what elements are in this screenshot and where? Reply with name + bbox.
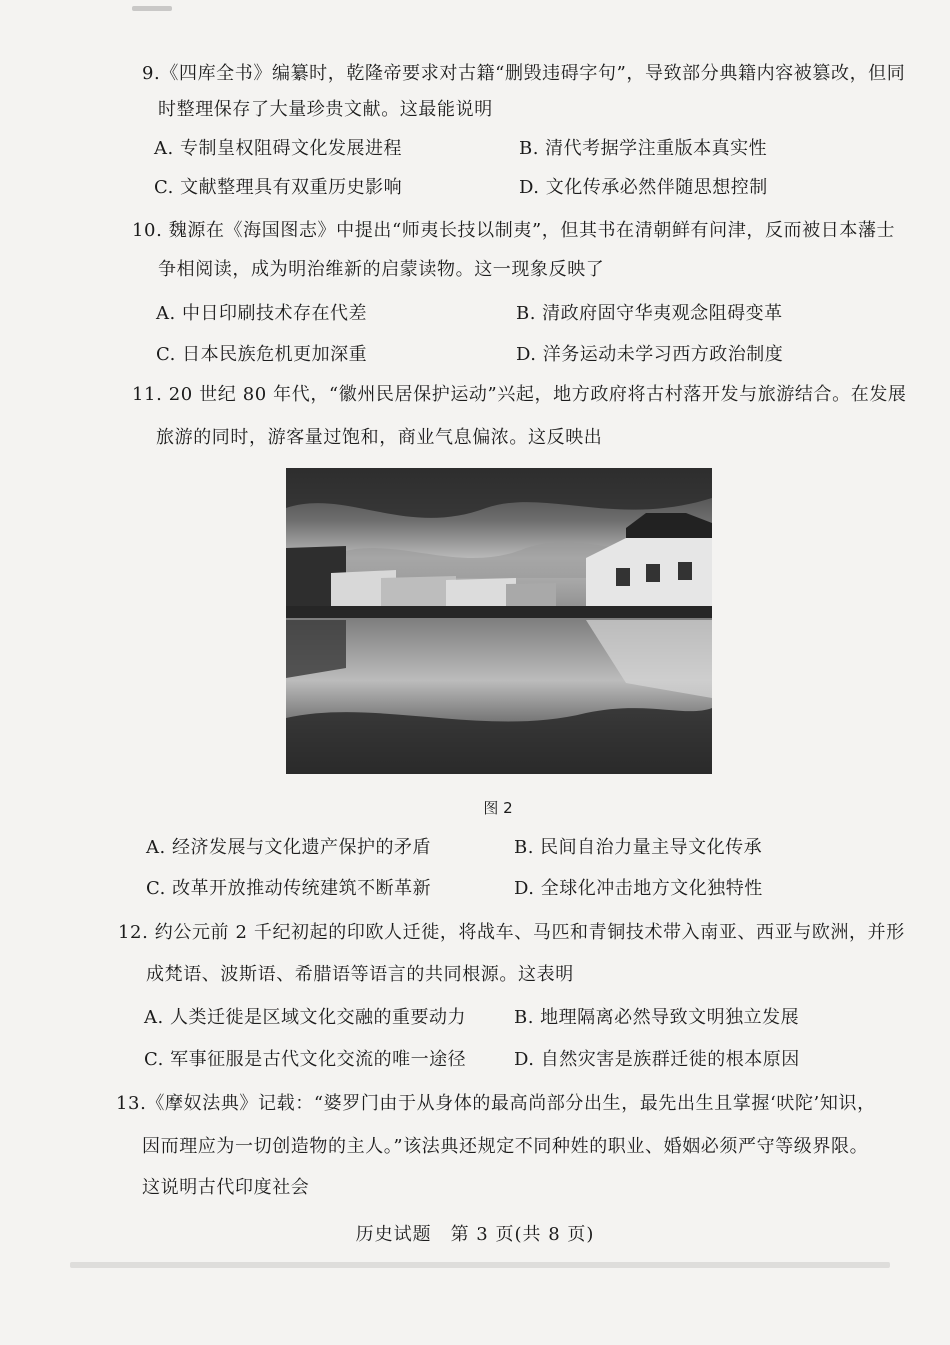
q10-option-d: D. 洋务运动未学习西方政治制度 [516, 344, 784, 365]
q11-stem-line2: 旅游的同时，游客量过饱和，商业气息偏浓。这反映出 [156, 427, 603, 448]
q10-option-b: B. 清政府固守华夷观念阻碍变革 [516, 303, 783, 324]
q12-stem-line1: 12. 约公元前 2 千纪初起的印欧人迁徙，将战车、马匹和青铜技术带入南亚、西亚与欧洲，并形 [118, 922, 905, 943]
q13-stem-line1: 13.《摩奴法典》记载：“婆罗门由于从身体的最高尚部分出生，最先出生且掌握‘吠陀’知识， [116, 1093, 876, 1114]
q11-option-d: D. 全球化冲击地方文化独特性 [514, 878, 763, 899]
q10-option-a: A. 中日印刷技术存在代差 [156, 303, 367, 324]
scan-artifact [132, 6, 172, 11]
q12-option-c: C. 军事征服是古代文化交流的唯一途径 [144, 1049, 467, 1070]
scan-edge-shadow [70, 1262, 890, 1268]
q10-stem-line1: 10. 魏源在《海国图志》中提出“师夷长技以制夷”，但其书在清朝鲜有问津，反而被日本藩士 [132, 220, 896, 241]
q10-stem-line2: 争相阅读，成为明治维新的启蒙读物。这一现象反映了 [158, 259, 605, 280]
q9-option-c: C. 文献整理具有双重历史影响 [154, 177, 403, 198]
q9-option-b: B. 清代考据学注重版本真实性 [519, 138, 768, 159]
q11-stem-line1: 11. 20 世纪 80 年代，“徽州民居保护运动”兴起，地方政府将古村落开发与旅游结合。在发展 [132, 384, 907, 405]
q13-stem-line2: 因而理应为一切创造物的主人。”该法典还规定不同种姓的职业、婚姻必须严守等级界限。 [142, 1136, 869, 1157]
q13-stem-line3: 这说明古代印度社会 [142, 1177, 310, 1198]
photo-drawing [286, 468, 712, 774]
page-footer: 历史试题 第 3 页(共 8 页) [355, 1224, 595, 1245]
q11-option-b: B. 民间自治力量主导文化传承 [514, 837, 763, 858]
q10-option-c: C. 日本民族危机更加深重 [156, 344, 368, 365]
q9-stem-line2: 时整理保存了大量珍贵文献。这最能说明 [158, 99, 493, 120]
q12-option-a: A. 人类迁徙是区域文化交融的重要动力 [144, 1007, 466, 1028]
q12-stem-line2: 成梵语、波斯语、希腊语等语言的共同根源。这表明 [146, 964, 574, 985]
q11-option-a: A. 经济发展与文化遗产保护的矛盾 [146, 837, 431, 858]
q9-option-a: A. 专制皇权阻碍文化发展进程 [154, 138, 402, 159]
q11-option-c: C. 改革开放推动传统建筑不断革新 [146, 878, 432, 899]
q12-option-b: B. 地理隔离必然导致文明独立发展 [514, 1007, 800, 1028]
q9-stem-line1: 9.《四库全书》编纂时，乾隆帝要求对古籍“删毁违碍字句”，导致部分典籍内容被篡改，但同 [142, 63, 906, 84]
q12-option-d: D. 自然灾害是族群迁徙的根本原因 [514, 1049, 800, 1070]
huizhou-village-photo [286, 468, 712, 774]
figure-caption: 图 2 [483, 799, 513, 817]
q9-option-d: D. 文化传承必然伴随思想控制 [519, 177, 768, 198]
